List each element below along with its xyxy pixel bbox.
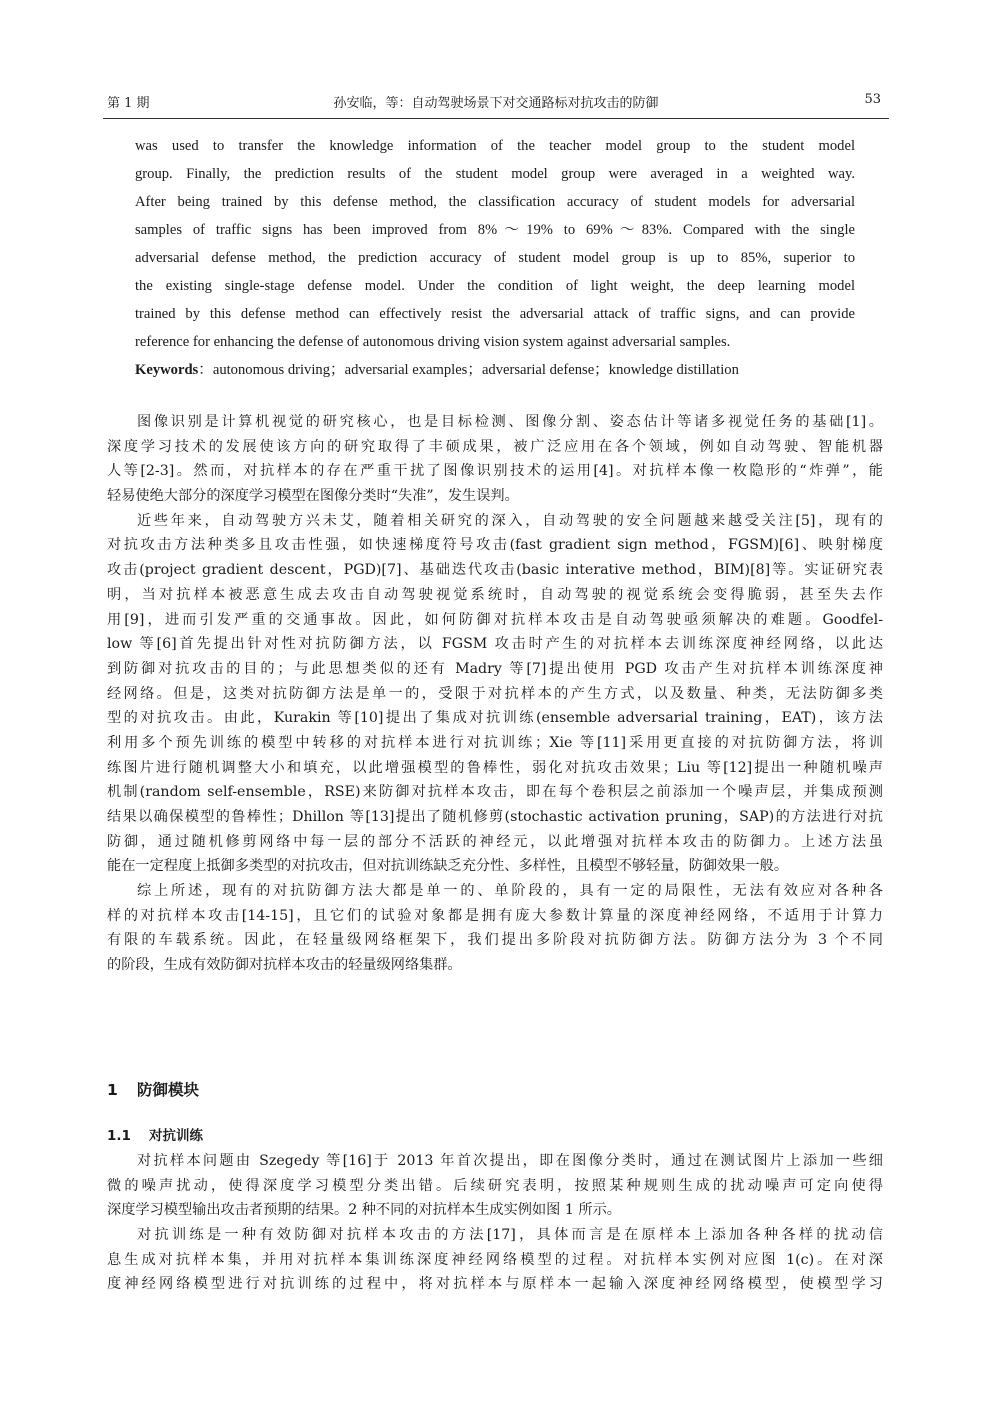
keywords: [135, 356, 855, 384]
body-line: 利用多个预先训练的模型中转移的对抗样本进行对抗训练；Xie 等[11]采用更直接的对抗防御方法，将训: [107, 734, 883, 751]
body-line: 有限的车载系统。因此，在轻量级网络框架下，我们提出多阶段对抗防御方法。防御方法分为 3 个不同: [107, 932, 883, 949]
abstract-line: adversarial defense method, the prediction accuracy of student model group is up to 85%, superior to: [135, 250, 855, 266]
body-line: 练图片进行随机调整大小和填充，以此增强模型的鲁棒性，弱化对抗攻击效果；Liu 等[12]提出一种随机噪声: [107, 759, 883, 776]
body-line: 近些年来，自动驾驶方兴未艾，随着相关研究的深入，自动驾驶的安全问题越来越受关注[5]，现有的: [137, 512, 883, 529]
page-header: [103, 92, 889, 116]
section-heading: [107, 1078, 199, 1100]
body-line: 能在一定程度上抵御多类型的对抗攻击，但对抗训练缺乏充分性、多样性，且模型不够轻量，防御效果一般。: [107, 858, 789, 875]
abstract-line: After being trained by this defense method, the classification accuracy of student models for adversarial: [135, 194, 855, 210]
journal-issue: 第 1 期: [107, 96, 150, 111]
section-1-1-body: [107, 1149, 883, 1297]
subsection-heading: [107, 1124, 203, 1144]
body-line: 样的对抗样本攻击[14-15]，且它们的试验对象都是拥有庞大参数计算量的深度神经网络，不适用于计算力: [107, 907, 883, 924]
body-line: 微的噪声扰动，使得深度学习模型分类出错。后续研究表明，按照某种规则生成的扰动噪声可定向使得: [107, 1177, 883, 1194]
keywords-text: ：autonomous driving；adversarial examples；adversarial defense；knowledge distillation: [198, 362, 739, 378]
introduction: [107, 410, 883, 978]
header-rule: [103, 118, 889, 119]
body-line: 机制(random self-ensemble，RSE)来防御对抗样本攻击，即在每个卷积层之前添加一个噪声层，并集成预测: [107, 784, 883, 801]
body-line: 图像识别是计算机视觉的研究核心，也是目标检测、图像分割、姿态估计等诸多视觉任务的基础[1]。: [137, 414, 883, 430]
body-line: 攻击(project gradient descent，PGD)[7]、基础迭代攻击(basic interative method，BIM)[8]等。实证研究表: [107, 562, 883, 579]
body-line: 对抗攻击方法种类多且攻击性强，如快速梯度符号攻击(fast gradient sign method，FGSM)[6]、映射梯度: [107, 537, 883, 554]
subsection-title: 对抗训练: [149, 1128, 203, 1144]
abstract-line: reference for enhancing the defense of autonomous driving vision system against adversarial samples.: [135, 334, 731, 350]
section-number: 1: [107, 1081, 118, 1099]
body-line: 到防御对抗攻击的目的；与此思想类似的还有 Madry 等[7]提出使用 PGD 攻击产生对抗样本训练深度神: [107, 660, 883, 677]
abstract-line: group. Finally, the prediction results of the student model group were averaged in a weighted way.: [135, 166, 855, 182]
english-abstract: [135, 132, 855, 384]
section-title: 防御模块: [137, 1081, 200, 1099]
body-line: 的阶段，生成有效防御对抗样本攻击的轻量级网络集群。: [107, 957, 462, 974]
body-line: 度神经网络模型进行对抗训练的过程中，将对抗样本与原样本一起输入深度神经网络模型，使模型学习: [107, 1276, 883, 1293]
subsection-number: 1.1: [107, 1128, 131, 1144]
body-line: 结果以确保模型的鲁棒性；Dhillon 等[13]提出了随机修剪(stochastic activation pruning，SAP)的方法进行对抗: [107, 809, 883, 825]
body-line: 轻易使绝大部分的深度学习模型在图像分类时“失准”，发生误判。: [107, 488, 519, 505]
body-line: 对抗样本问题由 Szegedy 等[16]于 2013 年首次提出，即在图像分类时，通过在测试图片上添加一些细: [137, 1153, 883, 1169]
page-number: 53: [864, 92, 881, 107]
abstract-line: was used to transfer the knowledge information of the teacher model group to the student model: [135, 138, 855, 154]
keywords-label: Keywords: [135, 362, 199, 378]
body-line: 明，当对抗样本被恶意生成去攻击自动驾驶视觉系统时，自动驾驶的视觉系统会变得脆弱，甚至失去作: [107, 586, 883, 603]
body-line: 深度学习模型输出攻击者预期的结果。2 种不同的对抗样本生成实例如图 1 所示。: [107, 1202, 621, 1219]
body-line: 经网络。但是，这类对抗防御方法是单一的，受限于对抗样本的产生方式，以及数量、种类，无法防御多类: [107, 685, 883, 702]
running-title: 孙安临，等：自动驾驶场景下对交通路标对抗攻击的防御: [333, 96, 659, 111]
body-line: low 等[6]首先提出针对性对抗防御方法，以 FGSM 攻击时产生的对抗样本去训练深度神经网络，以此达: [107, 636, 883, 653]
body-line: 人等[2-3]。然而，对抗样本的存在严重干扰了图像识别技术的运用[4]。对抗样本像一枚隐形的“炸弹”，能: [107, 463, 883, 480]
abstract-line: the existing single-stage defense model. Under the condition of light weight, the deep learning model: [135, 278, 855, 294]
body-line: 防御，通过随机修剪网络中每一层的部分不活跃的神经元，以此增强对抗样本攻击的防御力。上述方法虽: [107, 833, 883, 850]
body-line: 息生成对抗样本集，并用对抗样本集训练深度神经网络模型的过程。对抗样本实例对应图 1(c)。在对深: [107, 1251, 883, 1268]
body-line: 对抗训练是一种有效防御对抗样本攻击的方法[17]，具体而言是在原样本上添加各种各样的扰动信: [137, 1227, 883, 1244]
body-line: 用[9]，进而引发严重的交通事故。因此，如何防御对抗样本攻击是自动驾驶亟须解决的难题。Goodfel-: [107, 611, 883, 628]
abstract-line: trained by this defense method can effectively resist the adversarial attack of traffic signs, and can provide: [135, 306, 855, 322]
body-line: 深度学习技术的发展使该方向的研究取得了丰硕成果，被广泛应用在各个领域，例如自动驾驶、智能机器: [107, 438, 883, 455]
abstract-line: samples of traffic signs has been improved from 8%～19% to 69%～83%. Compared with the single: [135, 222, 855, 238]
body-line: 综上所述，现有的对抗防御方法大都是单一的、单阶段的，具有一定的局限性，无法有效应对各种各: [137, 883, 883, 900]
body-line: 型的对抗攻击。由此，Kurakin 等[10]提出了集成对抗训练(ensemble adversarial training，EAT)，该方法: [107, 710, 883, 727]
